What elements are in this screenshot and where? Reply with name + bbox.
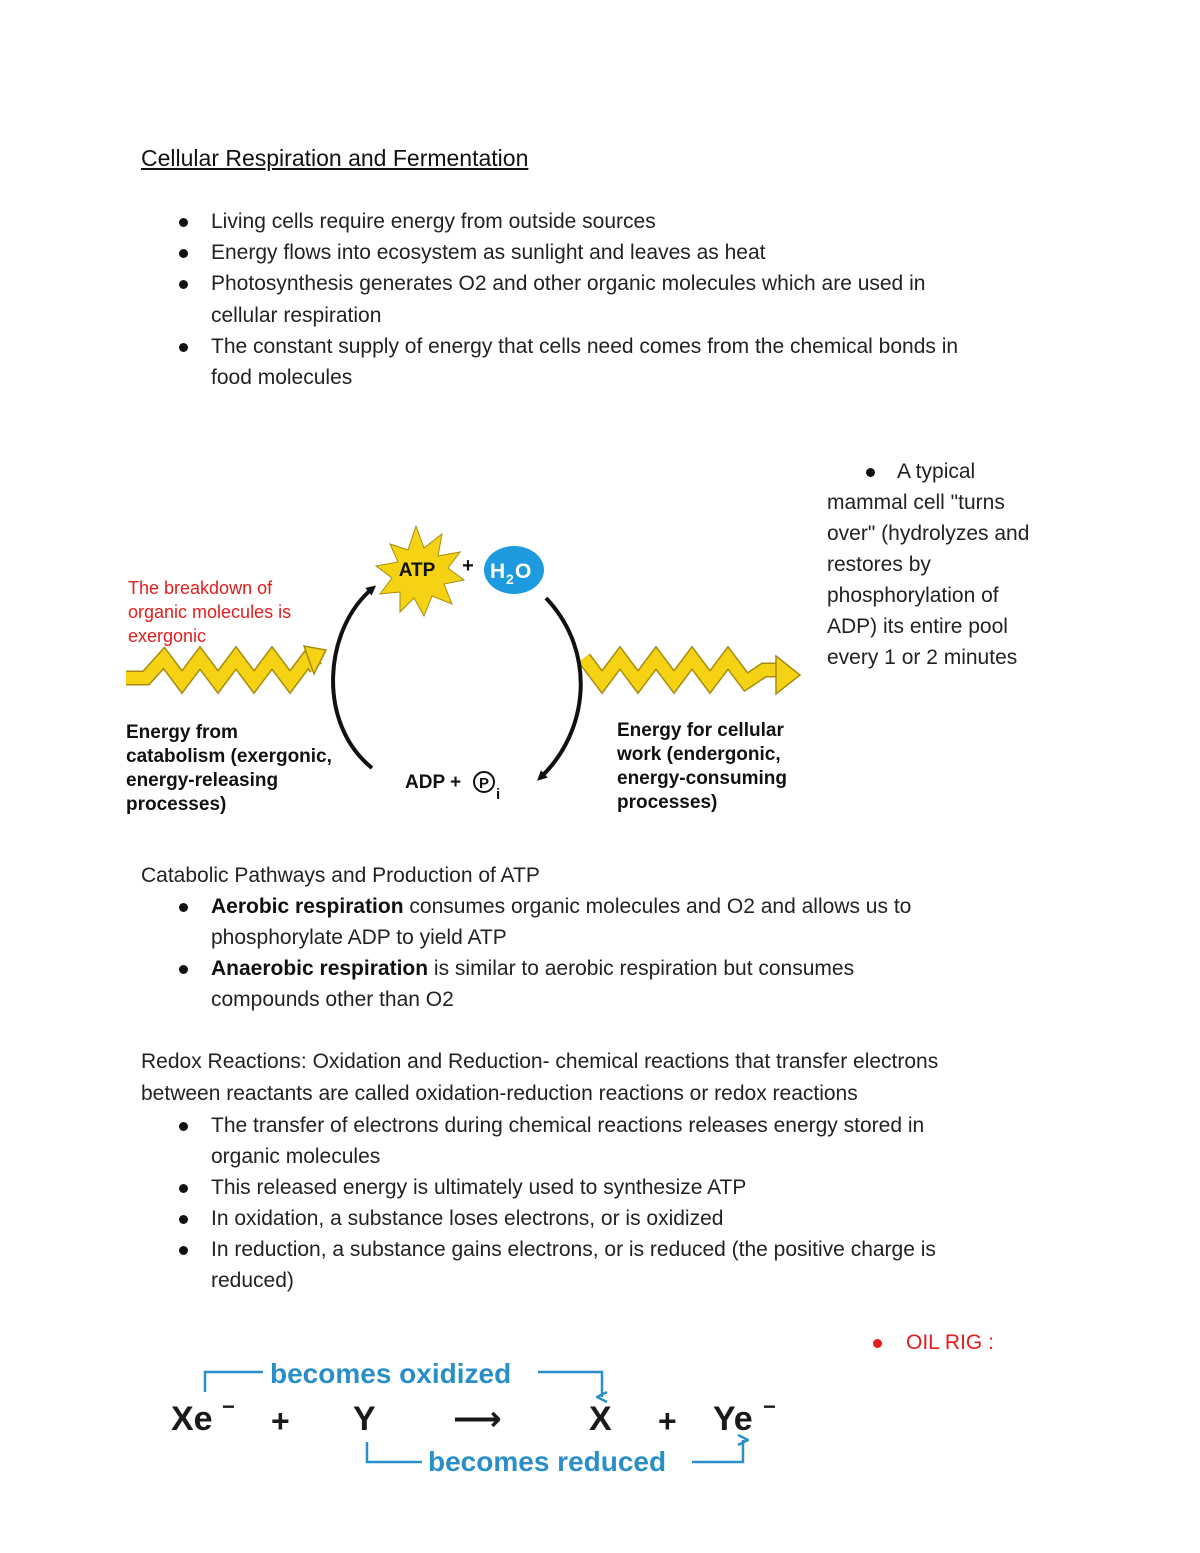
plus-sign: + [462,555,474,577]
phosphate-label: P [478,775,490,792]
h2o-label-o: O [515,560,532,583]
bullet-dot-red [873,1339,882,1348]
equation-xe-charge: − [222,1394,235,1419]
energy-out-arrowhead [776,656,800,694]
term-aerobic: Aerobic respiration [211,895,404,918]
side-note-line: every 1 or 2 minutes [827,646,1018,669]
list-item-continued: phosphorylate ADP to yield ATP [211,926,507,949]
left-cycle-arrow [333,588,373,768]
left-label-line: catabolism (exergonic, [126,746,332,767]
paragraph-line: Redox Reactions: Oxidation and Reduction- chemical reactions that transfer electrons [141,1050,939,1073]
right-label-line: processes) [617,792,718,813]
h2o-label-h: H [490,560,506,583]
list-item-text: is similar to aerobic respiration but consumes [428,957,855,980]
side-note-line: mammal cell "turns [827,491,1005,514]
side-note-line: phosphorylation of [827,584,999,607]
list-item [211,953,854,984]
bullet-dot [179,343,188,352]
right-label-line: energy-consuming [617,768,787,789]
becomes-oxidized-label: becomes oxidized [270,1358,512,1389]
equation-ye: Ye [713,1400,753,1438]
redox-equation-figure [165,1352,805,1482]
bullet-dot [179,1184,188,1193]
equation-xe: Xe [171,1400,213,1438]
list-item: The transfer of electrons during chemical reactions releases energy stored in [211,1114,925,1137]
left-label-line: Energy from [126,722,238,743]
equation-arrow: ⟶ [453,1400,502,1438]
equation-ye-charge: − [763,1394,776,1419]
term-anaerobic: Anaerobic respiration [211,957,429,980]
equation-y: Y [353,1400,376,1438]
right-label-line: work (endergonic, [617,744,781,765]
equation-x: X [589,1400,612,1438]
diagram-caption-line: exergonic [128,626,207,646]
list-item-continued: organic molecules [211,1145,381,1168]
list-item: Photosynthesis generates O2 and other organic molecules which are used in [211,272,926,295]
list-item-text: consumes organic molecules and O2 and allows us to [403,895,912,918]
reduced-bracket-left [367,1442,422,1462]
equation-plus-2: + [658,1403,677,1439]
list-item-continued: cellular respiration [211,304,382,327]
diagram-caption-line: organic molecules is [128,602,292,622]
bullet-dot [179,1215,188,1224]
diagram-caption-line: The breakdown of [128,578,273,598]
paragraph-line: between reactants are called oxidation-reduction reactions or redox reactions [141,1082,858,1105]
becomes-reduced-label: becomes reduced [428,1446,667,1477]
list-item [211,891,911,922]
list-item-continued: food molecules [211,366,353,389]
left-label-line: processes) [126,794,227,815]
list-item: Living cells require energy from outside sources [211,210,656,233]
list-item: In oxidation, a substance loses electrons, or is oxidized [211,1207,724,1230]
reduced-bracket-right [692,1440,743,1462]
list-item: Energy flows into ecosystem as sunlight and leaves as heat [211,241,766,264]
list-item: This released energy is ultimately used to synthesize ATP [211,1176,747,1199]
side-note-line: ADP) its entire pool [827,615,1008,638]
left-label-line: energy-releasing [126,770,279,791]
bullet-dot [179,249,188,258]
atp-label: ATP [398,560,436,581]
bullet-dot [179,280,188,289]
side-note-line: restores by [827,553,931,576]
atp-cycle-diagram [118,518,808,833]
list-item: The constant supply of energy that cells need comes from the chemical bonds in [211,335,959,358]
adp-label: ADP + [405,772,462,793]
phosphate-sub: i [496,786,501,803]
bullet-dot [179,1246,188,1255]
oxidized-bracket-right [538,1372,602,1397]
side-note-line: over" (hydrolyzes and [827,522,1030,545]
right-cycle-arrow [540,598,581,778]
oxidized-bracket-left [205,1372,263,1392]
bullet-dot [866,468,875,477]
side-note-line: A typical [897,460,976,483]
equation-plus: + [271,1403,290,1439]
bullet-dot [179,903,188,912]
bullet-dot [179,965,188,974]
section-heading: Catabolic Pathways and Production of ATP [141,864,540,887]
list-item-continued: compounds other than O2 [211,988,454,1011]
bullet-dot [179,1122,188,1131]
list-item: In reduction, a substance gains electrons, or is reduced (the positive charge is [211,1238,936,1261]
page-title: Cellular Respiration and Fermentation [141,145,529,171]
right-label-line: Energy for cellular [617,720,784,741]
list-item-continued: reduced) [211,1269,294,1292]
oil-rig-note: OIL RIG : [906,1331,994,1354]
h2o-label-sub: 2 [506,571,514,587]
bullet-dot [179,218,188,227]
